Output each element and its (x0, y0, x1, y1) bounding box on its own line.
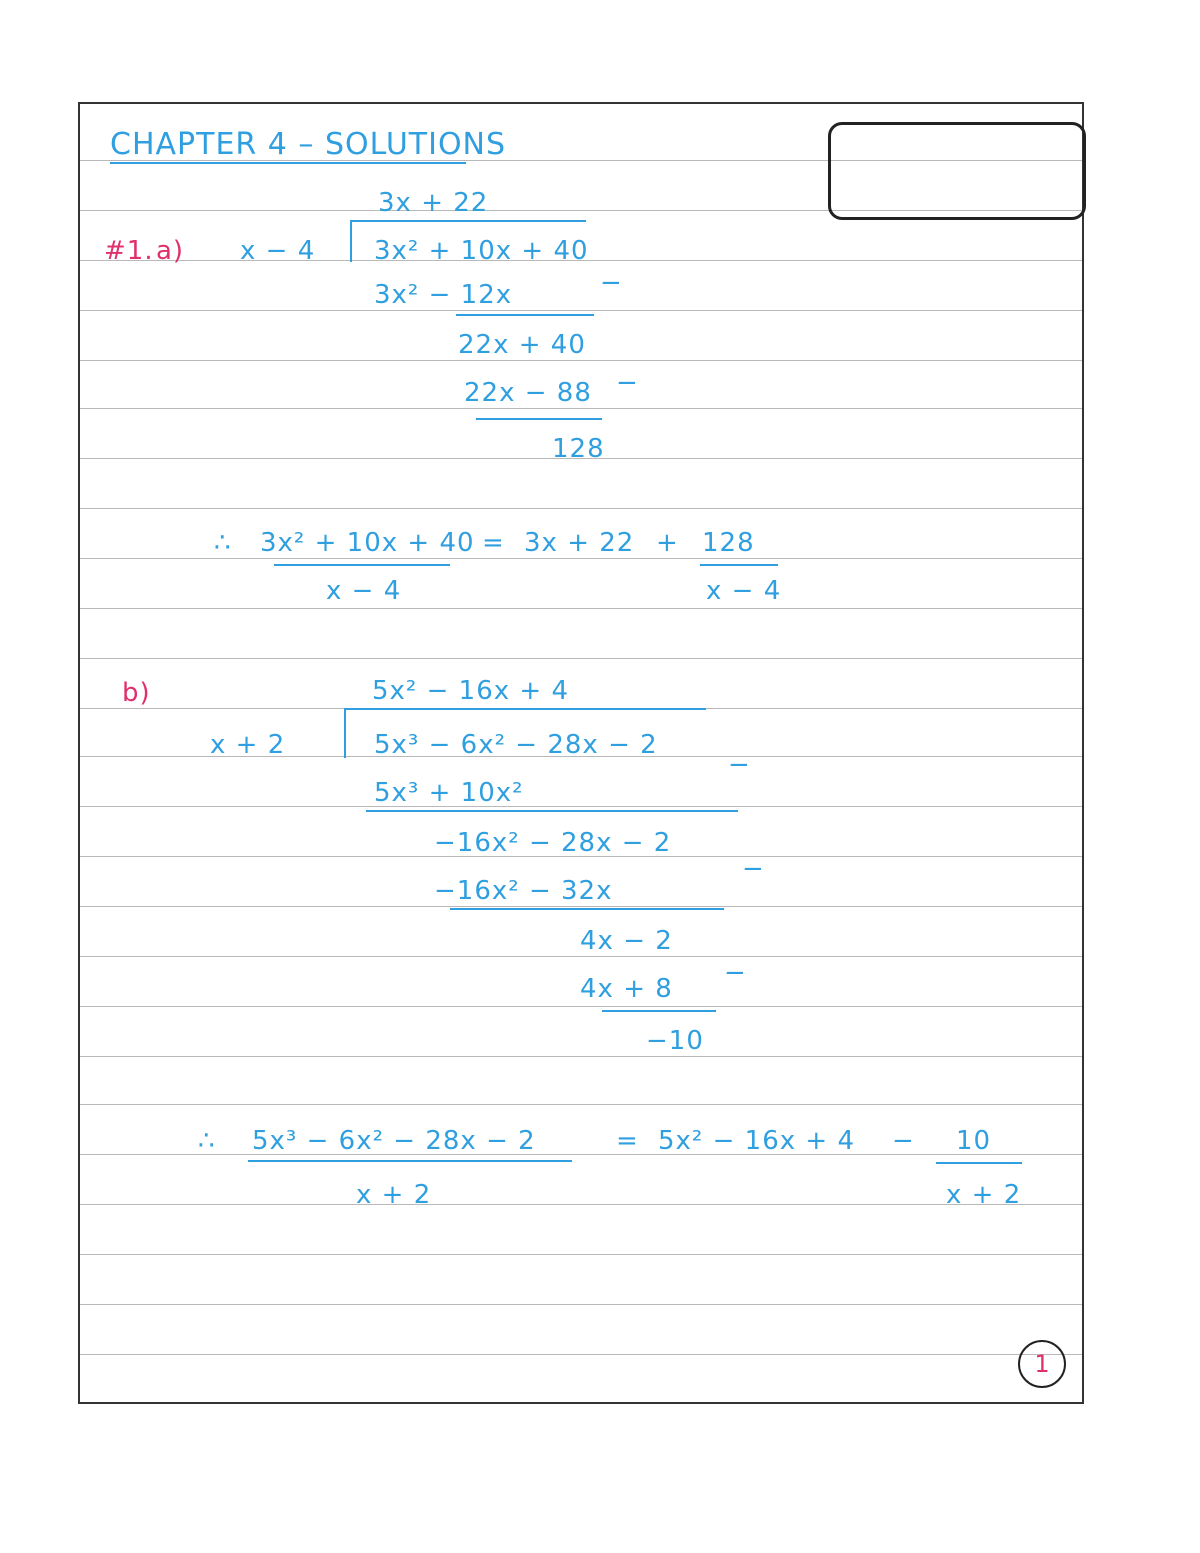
ruled-line (80, 360, 1082, 361)
part-a-step1: 3x² − 12x (374, 280, 513, 310)
part-b-quotient: 5x² − 16x + 4 (372, 676, 569, 706)
part-b-divisor: x + 2 (210, 730, 286, 760)
part-a-result-denominator: x − 4 (326, 576, 402, 606)
subtract-sign: − (742, 854, 765, 884)
ruled-line (80, 508, 1082, 509)
ruled-line (80, 1354, 1082, 1355)
ruled-line (80, 1304, 1082, 1305)
ruled-line (80, 806, 1082, 807)
fraction-bar (700, 564, 778, 566)
part-b-step3: −16x² − 32x (434, 876, 613, 906)
part-b-result-remainder: 10 (956, 1126, 992, 1156)
subtract-sign: − (728, 750, 751, 780)
ruled-line (80, 1104, 1082, 1105)
part-b-result-quotient: 5x² − 16x + 4 (658, 1126, 855, 1156)
ruled-line (80, 658, 1082, 659)
part-a-step2: 22x + 40 (458, 330, 586, 360)
ruled-line (80, 310, 1082, 311)
part-a-quotient: 3x + 22 (378, 188, 489, 218)
part-b-step4: 4x − 2 (580, 926, 673, 956)
minus-sign: − (892, 1126, 915, 1156)
equals-sign: = (616, 1126, 639, 1156)
division-bar (352, 220, 586, 222)
ruled-line (80, 408, 1082, 409)
name-box (828, 122, 1086, 220)
ruled-line (80, 1056, 1082, 1057)
part-b-result-denominator: x + 2 (356, 1180, 432, 1210)
part-a-result-quotient: 3x + 22 (524, 528, 635, 558)
fraction-bar (248, 1160, 572, 1162)
subtraction-line (456, 314, 594, 316)
therefore-symbol: ∴ (214, 528, 232, 558)
part-b-step5: 4x + 8 (580, 974, 673, 1004)
ruled-line (80, 956, 1082, 957)
division-bracket (344, 708, 346, 758)
part-b-label: b) (122, 678, 151, 708)
problem-number: #1. (104, 236, 154, 266)
part-a-divisor: x − 4 (240, 236, 316, 266)
part-b-step1: 5x³ + 10x² (374, 778, 524, 808)
ruled-line (80, 906, 1082, 907)
part-a-dividend: 3x² + 10x + 40 (374, 236, 589, 266)
part-b-result-rem-denominator: x + 2 (946, 1180, 1022, 1210)
page-number: 1 (1018, 1340, 1066, 1388)
worksheet-page (78, 102, 1084, 1404)
subtract-sign: − (724, 958, 747, 988)
division-bar (346, 708, 706, 710)
subtraction-line (450, 908, 724, 910)
part-b-dividend: 5x³ − 6x² − 28x − 2 (374, 730, 658, 760)
ruled-line (80, 558, 1082, 559)
ruled-line (80, 1204, 1082, 1205)
therefore-symbol: ∴ (198, 1126, 216, 1156)
part-a-step3: 22x − 88 (464, 378, 592, 408)
equals-sign: = (482, 528, 505, 558)
subtract-sign: − (616, 368, 639, 398)
title-underline (110, 162, 466, 164)
ruled-line (80, 1254, 1082, 1255)
fraction-bar (936, 1162, 1022, 1164)
part-a-result-numerator: 3x² + 10x + 40 (260, 528, 475, 558)
part-a-remainder: 128 (552, 434, 605, 464)
fraction-bar (274, 564, 450, 566)
subtraction-line (602, 1010, 716, 1012)
ruled-line (80, 608, 1082, 609)
part-a-result-rem-denominator: x − 4 (706, 576, 782, 606)
part-b-result-numerator: 5x³ − 6x² − 28x − 2 (252, 1126, 536, 1156)
part-a-label: a) (156, 236, 185, 266)
part-b-remainder: −10 (646, 1026, 704, 1056)
ruled-line (80, 1154, 1082, 1155)
page-title: CHAPTER 4 – SOLUTIONS (110, 127, 507, 162)
ruled-line (80, 1006, 1082, 1007)
subtraction-line (366, 810, 738, 812)
division-bracket (350, 220, 352, 262)
part-b-step2: −16x² − 28x − 2 (434, 828, 672, 858)
plus-sign: + (656, 528, 679, 558)
part-a-result-remainder: 128 (702, 528, 755, 558)
subtraction-line (476, 418, 602, 420)
subtract-sign: − (600, 268, 623, 298)
